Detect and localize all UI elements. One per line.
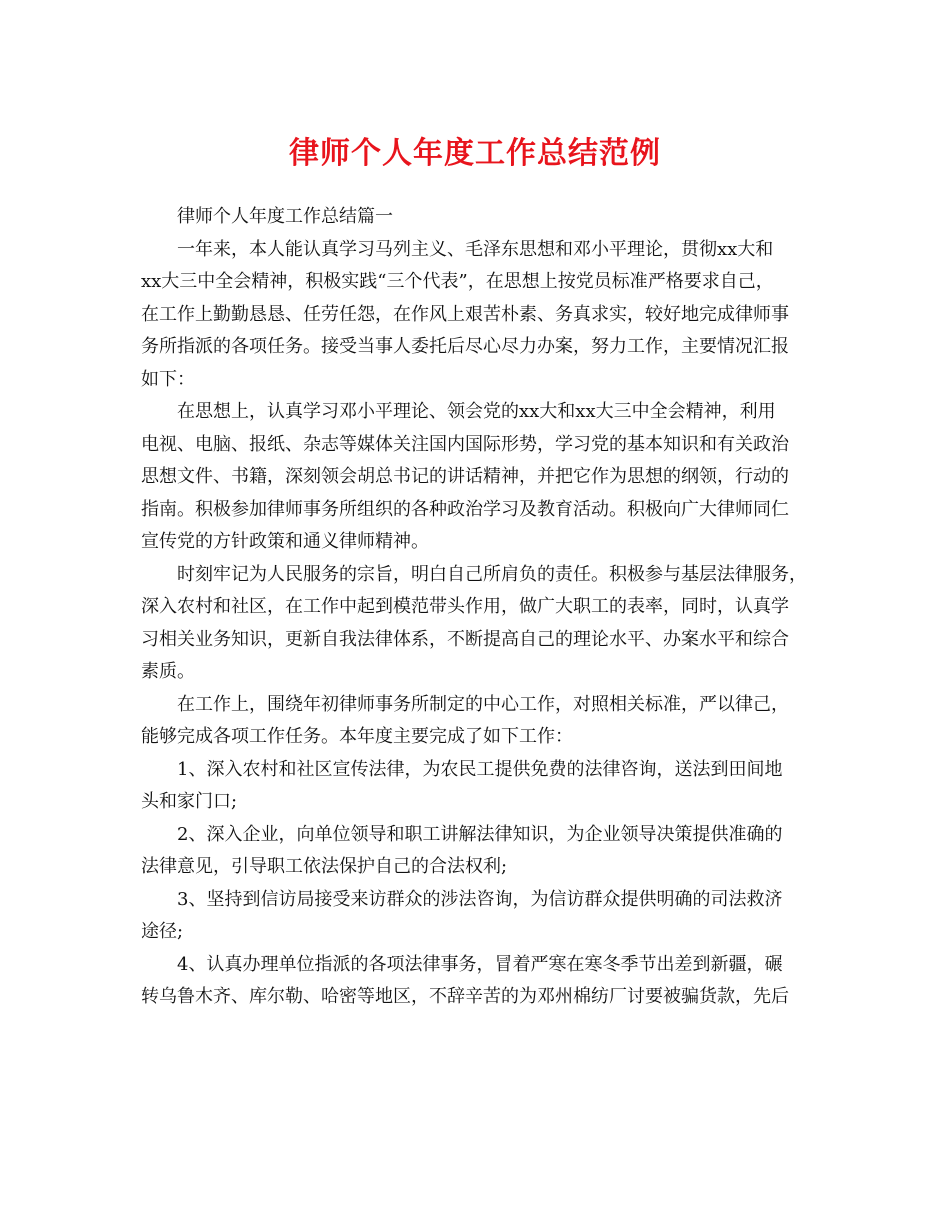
paragraph-line: 电视、电脑、报纸、杂志等媒体关注国内国际形势，学习党的基本知识和有关政治 <box>141 433 789 455</box>
list-item-line: 2、深入企业，向单位领导和职工讲解法律知识，为企业领导决策提供准确的 <box>177 823 783 845</box>
paragraph-line: 指南。积极参加律师事务所组织的各种政治学习及教育活动。积极向广大律师同仁 <box>141 498 789 520</box>
paragraph-line: 宣传党的方针政策和通义律师精神。 <box>141 531 429 552</box>
list-item-line: 头和家门口; <box>141 791 238 812</box>
paragraph-line: 在思想上，认真学习邓小平理论、领会党的xx大和xx大三中全会精神，利用 <box>177 401 776 422</box>
document-title: 律师个人年度工作总结范例 <box>289 136 661 171</box>
paragraph-line: 在工作上勤勤恳恳、任劳任怨，在作风上艰苦朴素、务真求实，较好地完成律师事 <box>141 303 789 325</box>
list-item-line: 4、认真办理单位指派的各项法律事务，冒着严寒在寒冬季节出差到新疆，碾 <box>177 953 783 975</box>
paragraph-line: 思想文件、书籍，深刻领会胡总书记的讲话精神，并把它作为思想的纲领，行动的 <box>141 466 789 487</box>
paragraph-line: 一年来，本人能认真学习马列主义、毛泽东思想和邓小平理论，贯彻xx大和 <box>177 238 774 260</box>
list-item-line: 法律意见，引导职工依法保护自己的合法权利; <box>141 856 508 877</box>
paragraph-line: 习相关业务知识，更新自我法律体系，不断提高自己的理论水平、办案水平和综合 <box>141 628 789 650</box>
list-item-line: 途径; <box>141 921 184 942</box>
paragraph-line: 深入农村和社区，在工作中起到模范带头作用，做广大职工的表率，同时，认真学 <box>141 596 789 617</box>
paragraph-line: 务所指派的各项任务。接受当事人委托后尽心尽力办案，努力工作，主要情况汇报 <box>141 336 789 357</box>
document-body <box>141 201 811 1014</box>
paragraph-line: 在工作上，围绕年初律师事务所制定的中心工作，对照相关标准，严以律己， <box>177 693 789 715</box>
list-item-line: 转乌鲁木齐、库尔勒、哈密等地区，不辞辛苦的为邓州棉纺厂讨要被骗货款，先后 <box>141 986 789 1007</box>
paragraph-line: 素质。 <box>141 661 195 682</box>
paragraph-line: 能够完成各项工作任务。本年度主要完成了如下工作： <box>141 726 573 747</box>
section-heading: 律师个人年度工作总结篇一 <box>177 206 393 227</box>
paragraph-line: xx大三中全会精神，积极实践“三个代表”，在思想上按党员标准严格要求自己， <box>141 271 774 292</box>
paragraph-line: 时刻牢记为人民服务的宗旨，明白自己所肩负的责任。积极参与基层法律服务， <box>177 563 807 585</box>
list-item-line: 3、坚持到信访局接受来访群众的涉法咨询，为信访群众提供明确的司法救济 <box>177 888 783 910</box>
list-item-line: 1、深入农村和社区宣传法律，为农民工提供免费的法律咨询，送法到田间地 <box>177 758 783 780</box>
paragraph-line: 如下： <box>141 368 195 390</box>
